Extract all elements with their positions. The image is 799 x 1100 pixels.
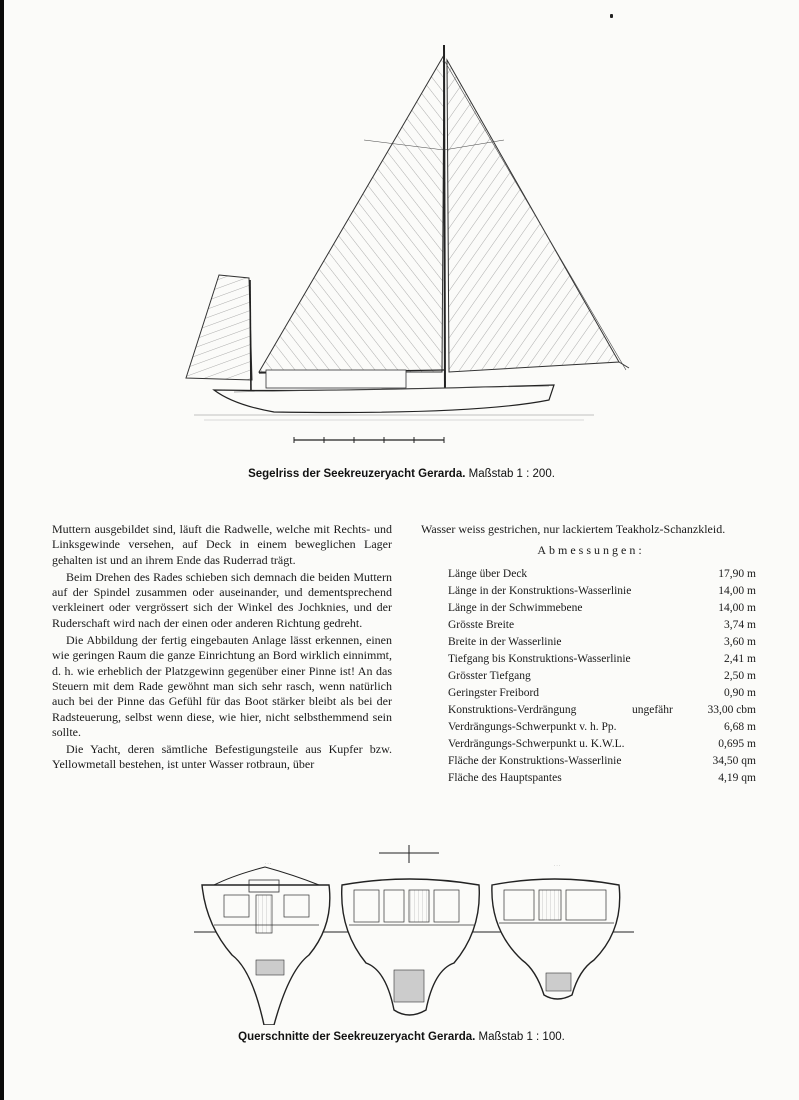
dimension-row <box>421 703 761 720</box>
dimension-value: 4,19 qm <box>718 771 756 784</box>
dimension-label: Grösste Breite <box>448 618 515 631</box>
right-text-column <box>421 522 761 788</box>
dimension-label: Geringster Freibord <box>448 686 540 699</box>
cross-sections-caption <box>4 1031 799 1043</box>
dimension-row <box>421 737 761 754</box>
sail-plan-caption-scale: Maßstab 1 : 200. <box>468 468 555 480</box>
paragraph: Die Abbildung der fertig eingebauten Anlage lässt erkennen, einen wie geringen Raum die ganze Einrichtung an Bord wirklich einnimmt, d. h. wie erheblich der Platzgewinn gegenüber einer Pinne ist! An das Steuern mit dem Rade gewöhnt man sich sehr rasch, wenn natürlich auch bei der Pinne das Gefühl für das Boot stärker bleibt als bei der Radsteuerung, selbst wenn diese, wie hier, nicht selbsthemmend sein sollte. <box>52 633 392 739</box>
sail-plan-caption-title: Segelriss der Seekreuzeryacht Gerarda. <box>248 468 466 480</box>
dimension-row <box>421 669 761 686</box>
dimensions-heading: Abmessungen: <box>537 543 645 558</box>
dimension-value: 2,41 m <box>724 652 756 665</box>
svg-text:· · ·: · · · <box>554 863 560 868</box>
cross-sections-caption-scale: Maßstab 1 : 100. <box>478 1031 565 1043</box>
dimension-value: 0,695 m <box>718 737 756 750</box>
dimension-label: Verdrängungs-Schwerpunkt v. h. Pp. <box>448 720 617 733</box>
sail-plan-caption <box>4 468 799 480</box>
dimension-label: Länge in der Konstruktions-Wasserlinie <box>448 584 632 597</box>
dimension-label: Breite in der Wasserlinie <box>448 635 562 648</box>
dimension-row <box>421 720 761 737</box>
dimension-value: 2,50 m <box>724 669 756 682</box>
dimension-label: Konstruktions-Verdrängung <box>448 703 577 716</box>
dimension-row <box>421 567 761 584</box>
dimension-row <box>421 771 761 788</box>
dimension-label: Grösster Tiefgang <box>448 669 531 682</box>
book-page <box>4 0 799 1100</box>
dimension-row <box>421 754 761 771</box>
dimension-value: 14,00 m <box>718 601 756 614</box>
dimension-note: ungefähr <box>632 703 673 716</box>
dimension-label: Fläche des Hauptspantes <box>448 771 562 784</box>
dimension-row <box>421 686 761 703</box>
cross-sections-drawing <box>194 845 634 1025</box>
dimension-row <box>421 601 761 618</box>
dimension-value: 3,74 m <box>724 618 756 631</box>
print-speck <box>610 14 613 18</box>
dimension-label: Verdrängungs-Schwerpunkt u. K.W.L. <box>448 737 625 750</box>
dimension-row <box>421 584 761 601</box>
svg-text:· · ·: · · · <box>265 861 271 866</box>
dimension-value: 34,50 qm <box>712 754 756 767</box>
dimension-value: 6,68 m <box>724 720 756 733</box>
dimension-label: Länge über Deck <box>448 567 528 580</box>
dimension-label: Tiefgang bis Konstruktions-Wasserlinie <box>448 652 631 665</box>
cross-section-2 <box>342 845 480 1015</box>
paragraph: Die Yacht, deren sämtliche Befestigungsteile aus Kupfer bzw. Yellowmetall bestehen, ist unter Wasser rotbraun, über <box>52 742 392 772</box>
dimension-value: 0,90 m <box>724 686 756 699</box>
dimension-value: 3,60 m <box>724 635 756 648</box>
cross-sections-caption-title: Querschnitte der Seekreuzeryacht Gerarda. <box>238 1031 476 1043</box>
dimension-label: Fläche der Konstruktions-Wasserlinie <box>448 754 622 767</box>
paragraph: Muttern ausgebildet sind, läuft die Radwelle, welche mit Rechts- und Linksgewinde versehen, auf Deck in einem beweglichen Lager gehalten ist und an ihrem Ende das Ruderrad trägt. <box>52 522 392 567</box>
dimension-row <box>421 635 761 652</box>
dimension-value: 33,00 cbm <box>707 703 756 716</box>
paragraph: Beim Drehen des Rades schieben sich demnach die beiden Muttern auf der Spindel zusammen oder auseinander, und dementsprechend verkleinert oder vergrössert sich der Winkel des Jochknies, und der Ruderschaft wird nach der einen oder anderen Richtung gedreht. <box>52 569 392 630</box>
paragraph: Wasser weiss gestrichen, nur lackiertem Teakholz-Schanzkleid. <box>421 522 726 536</box>
cross-section-1 <box>202 861 330 1025</box>
dimension-label: Länge in der Schwimmebene <box>448 601 583 614</box>
dimensions-table <box>421 567 761 788</box>
dimension-row <box>421 618 761 635</box>
sail-plan-drawing <box>174 40 634 455</box>
left-text-column <box>52 522 392 773</box>
dimension-value: 17,90 m <box>718 567 756 580</box>
dimension-row <box>421 652 761 669</box>
dimension-value: 14,00 m <box>718 584 756 597</box>
cross-section-3 <box>492 863 620 999</box>
